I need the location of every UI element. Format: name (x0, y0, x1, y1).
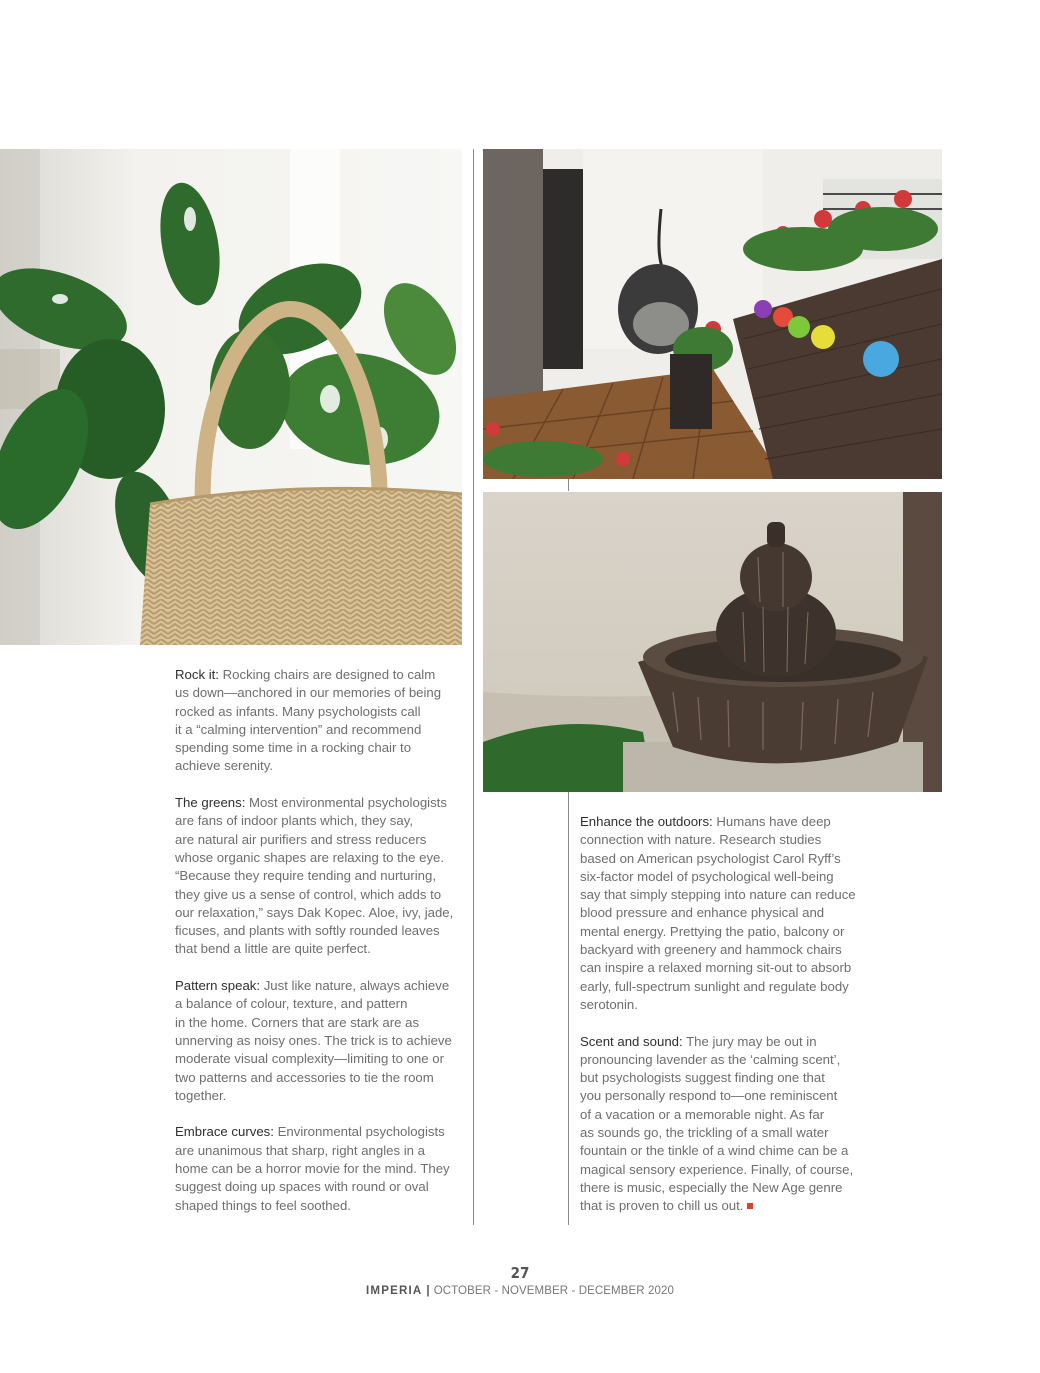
right-text-column (580, 813, 872, 1216)
column-rule-right (568, 792, 569, 1225)
issue-date: OCTOBER - NOVEMBER - DECEMBER 2020 (433, 1285, 674, 1297)
column-rule-left (473, 149, 474, 1225)
body-enhance-outdoors: Humans have deep connection with nature. Research studies based on American psychologist Carol Ryff’s six-factor model of psychological well-being say that simply stepping into nature can reduce blood pressure and enhance physical and mental energy. Prettying the patio, balcony or backyard with greenery and hammock chairs can inspire a relaxed morning sit-out to absorb early, full-spectrum sunlight and regulate body serotonin. (580, 814, 856, 1012)
body-the-greens: Most environmental psychologists are fans of indoor plants which, they say, are natural air purifiers and stress reducers whose organic shapes are relaxing to the eye. “Because they require tending and nurturing, they give us a sense of control, which adds to our relaxation,” says Dak Kopec. Aloe, ivy, jade, ficuses, and plants with softly rounded leaves that bend a little are quite perfect. (175, 795, 454, 957)
paragraph-enhance-outdoors (580, 813, 872, 1014)
body-scent-and-sound: The jury may be out in pronouncing lavender as the ‘calming scent’, but psychologists suggest finding one that you personally respond to—one reminiscent of a vacation or a memorable night. As far as sounds go, the trickling of a small water fountain or the tinkle of a wind chime can be a magical sensory experience. Finally, of course, there is music, especially the New Age genre that is proven to chill us out. (580, 1033, 854, 1214)
body-rock-it: Rocking chairs are designed to calm us down—anchored in our memories of being rocked as infants. Many psychologists call it a “calming intervention” and recommend spending some time in a rocking chair to achieve serenity. (175, 667, 442, 774)
publication-name: IMPERIA (366, 1285, 423, 1297)
paragraph-the-greens (175, 794, 467, 959)
page-number: 27 (510, 1264, 530, 1282)
issue-line (0, 1285, 1040, 1297)
paragraph-scent-and-sound (580, 1033, 872, 1216)
column-rule-short (568, 479, 569, 491)
lead-the-greens: The greens: (175, 795, 246, 811)
lead-embrace-curves: Embrace curves: (175, 1124, 274, 1140)
paragraph-rock-it (175, 666, 467, 776)
plant-basket-photo (0, 149, 462, 645)
lead-pattern-speak: Pattern speak: (175, 978, 261, 994)
body-embrace-curves: Environmental psychologists are unanimous that sharp, right angles in a home can be a horror movie for the mind. They suggest doing up spaces with round or oval shaped things to feel soothed. (175, 1124, 450, 1213)
end-of-article-mark (747, 1203, 753, 1209)
lead-enhance-outdoors: Enhance the outdoors: (580, 814, 713, 829)
fountain-photo (483, 492, 942, 792)
paragraph-embrace-curves (175, 1123, 467, 1214)
lead-scent-and-sound: Scent and sound: (580, 1033, 683, 1049)
left-text-column (175, 666, 467, 1215)
lead-rock-it: Rock it: (175, 667, 219, 682)
footer-separator: | (426, 1285, 430, 1297)
paragraph-pattern-speak (175, 977, 467, 1105)
balcony-photo (483, 149, 942, 479)
body-pattern-speak: Just like nature, always achieve a balance of colour, texture, and pattern in the home. Corners that are stark are as unnerving as noisy ones. The trick is to achieve moderate visual complexity—limiting to one or two patterns and accessories to tie the room together. (175, 978, 452, 1103)
